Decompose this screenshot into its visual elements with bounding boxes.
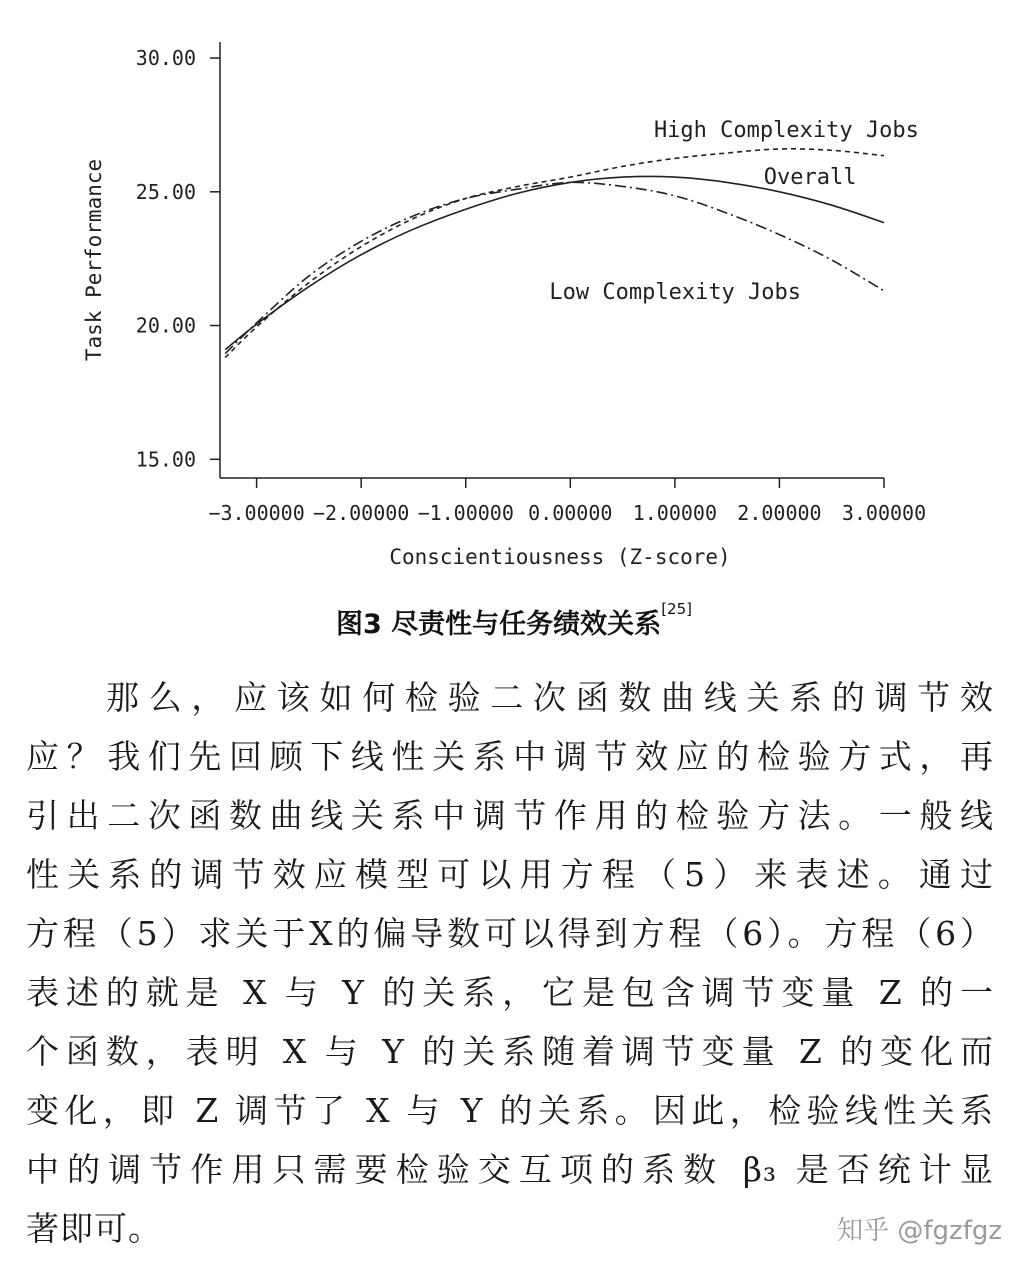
x-tick-label: −2.00000 [313, 501, 410, 525]
paragraph-line: 性关系的调节效应模型可以用方程（5）来表述。通过 [26, 855, 994, 894]
series-line-low-complexity-jobs [225, 182, 884, 353]
paragraph-line: 那么，应该如何检验二次函数曲线关系的调节效 [106, 678, 994, 717]
figure-caption [0, 602, 1028, 641]
y-tick-label: 25.00 [135, 179, 196, 204]
y-axis-title: Task Performance [82, 158, 106, 362]
x-tick-group [208, 478, 926, 525]
series-label: High Complexity Jobs [653, 117, 919, 143]
paragraph-line: 引出二次函数曲线关系中调节作用的检验方法。一般线 [26, 796, 994, 835]
y-tick-label: 30.00 [135, 46, 196, 71]
body-paragraph [26, 668, 994, 1258]
caption-ref: [25] [661, 600, 692, 618]
series-label: Overall [763, 164, 857, 190]
x-axis-title: Conscientiousness (Z-score) [389, 545, 731, 569]
caption-text: 图3 尽责性与任务绩效关系 [336, 609, 662, 640]
paragraph-line: 著即可。 [26, 1209, 162, 1248]
x-tick-label: 3.00000 [841, 501, 927, 525]
series-label: Low Complexity Jobs [549, 279, 802, 305]
series-label-group [549, 118, 918, 305]
paragraph-line: 方程（5）求关于X的偏导数可以得到方程（6）。方程（6） [26, 914, 994, 953]
paragraph-line: 个函数，表明 X 与 Y 的关系随着调节变量 Z 的变化而 [26, 1032, 994, 1071]
x-tick-label: 0.00000 [528, 501, 613, 525]
x-tick-label: 1.00000 [632, 501, 718, 525]
y-tick-group [136, 46, 220, 471]
x-tick-label: −3.00000 [208, 501, 305, 525]
paragraph-line: 表述的就是 X 与 Y 的关系，它是包含调节变量 Z 的一 [26, 973, 994, 1012]
watermark-text: 知乎 @fgzfgz [837, 1216, 1002, 1246]
paragraph-line: 变化，即 Z 调节了 X 与 Y 的关系。因此，检验线性关系 [26, 1091, 994, 1130]
paragraph-line: 中的调节作用只需要检验交互项的系数 β₃ 是否统计显 [26, 1150, 994, 1189]
x-tick-label: −1.00000 [417, 501, 514, 525]
paragraph-line: 应？我们先回顾下线性关系中调节效应的检验方式，再 [26, 737, 994, 776]
y-tick-label: 20.00 [135, 313, 196, 338]
y-tick-label: 15.00 [135, 447, 196, 472]
chart-figure [0, 0, 1028, 590]
series-line-overall [225, 176, 884, 349]
x-tick-label: 2.00000 [737, 501, 822, 525]
